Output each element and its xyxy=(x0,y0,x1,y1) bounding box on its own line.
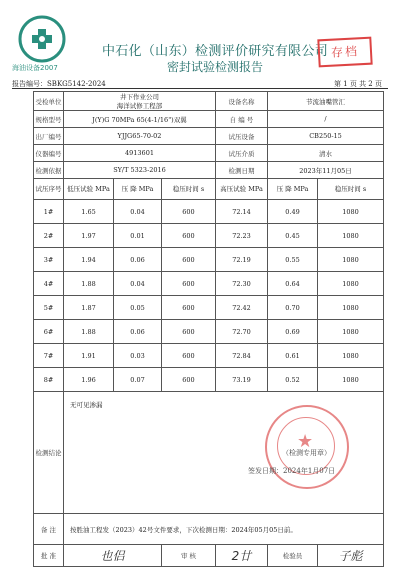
cell-lowtime: 600 xyxy=(162,224,216,248)
cell-lowtime: 600 xyxy=(162,320,216,344)
date-label: 检测日期 xyxy=(216,162,268,179)
cell-high: 72.84 xyxy=(216,344,268,368)
selfno-value: / xyxy=(268,111,384,128)
cell-lowdrop: 0.01 xyxy=(114,224,162,248)
model-value: J(Y)G 70MPa 65(4-1/16")双翼 xyxy=(64,111,216,128)
cell-seq: 3# xyxy=(34,248,64,272)
cell-hightime: 1080 xyxy=(318,272,384,296)
cell-low: 1.65 xyxy=(64,200,114,224)
review-label: 审 核 xyxy=(162,545,216,567)
basis-label: 检测依据 xyxy=(34,162,64,179)
organization-name: 中石化（山东）检测评价研究有限公司 xyxy=(101,44,329,59)
cell-high: 72.70 xyxy=(216,320,268,344)
conclusion-label: 检测结论 xyxy=(34,392,64,514)
model-label: 规格型号 xyxy=(34,111,64,128)
cell-hightime: 1080 xyxy=(318,368,384,392)
report-title: 密封试验检测报告 xyxy=(166,60,263,74)
medium-label: 试压介质 xyxy=(216,145,268,162)
conclusion-text: 无可见渗漏 xyxy=(64,392,384,514)
cell-seq: 8# xyxy=(34,368,64,392)
date-value: 2023年11月05日 xyxy=(268,162,384,179)
cell-highdrop: 0.69 xyxy=(268,320,318,344)
table-row xyxy=(34,272,384,296)
report-table xyxy=(33,91,384,567)
col-highdrop: 压 降 MPa xyxy=(268,179,318,200)
cell-lowdrop: 0.07 xyxy=(114,368,162,392)
cell-highdrop: 0.49 xyxy=(268,200,318,224)
col-low: 低压试验 MPa xyxy=(64,179,114,200)
cell-low: 1.97 xyxy=(64,224,114,248)
cell-hightime: 1080 xyxy=(318,296,384,320)
inspect-signature-text: 子彪 xyxy=(338,549,363,563)
cell-seq: 2# xyxy=(34,224,64,248)
location-label: 试压设备 xyxy=(216,128,268,145)
sender-value xyxy=(64,92,216,111)
cell-high: 72.42 xyxy=(216,296,268,320)
inspect-label: 检验员 xyxy=(268,545,318,567)
cell-high: 72.30 xyxy=(216,272,268,296)
archive-stamp: 存档 xyxy=(317,37,372,68)
col-seq: 试压序号 xyxy=(34,179,64,200)
sender-label: 受检单位 xyxy=(34,92,64,111)
factory-value: YJJG65-70-02 xyxy=(64,128,216,145)
sender-line1: 井下作业公司 xyxy=(120,93,159,101)
col-hightime: 稳压时间 s xyxy=(318,179,384,200)
instrument-label: 仪器编号 xyxy=(34,145,64,162)
logo-caption: 海油设备2007 xyxy=(12,64,58,72)
cell-lowdrop: 0.06 xyxy=(114,248,162,272)
cell-lowtime: 600 xyxy=(162,272,216,296)
report-number-value: SBKG5142-2024 xyxy=(47,80,106,88)
page-info: 第 1 页 共 2 页 xyxy=(333,80,382,88)
official-seal xyxy=(265,405,349,489)
seal-star-icon: ★ xyxy=(297,431,314,452)
cell-lowdrop: 0.05 xyxy=(114,296,162,320)
approve-label: 批 准 xyxy=(34,545,64,567)
cell-seq: 7# xyxy=(34,344,64,368)
cell-highdrop: 0.61 xyxy=(268,344,318,368)
basis-value: SY/T 5323-2016 xyxy=(64,162,216,179)
report-number-label: 报告编号： xyxy=(12,80,47,88)
medium-value: 清水 xyxy=(268,145,384,162)
sign-date: 签发日期：2024年1月07日 xyxy=(248,467,336,475)
cell-high: 72.23 xyxy=(216,224,268,248)
selfno-label: 自 编 号 xyxy=(216,111,268,128)
cell-low: 1.87 xyxy=(64,296,114,320)
approve-signature xyxy=(64,545,162,567)
cell-highdrop: 0.70 xyxy=(268,296,318,320)
cell-low: 1.88 xyxy=(64,272,114,296)
cell-low: 1.96 xyxy=(64,368,114,392)
table-row xyxy=(34,200,384,224)
cell-lowtime: 600 xyxy=(162,344,216,368)
cell-lowdrop: 0.03 xyxy=(114,344,162,368)
factory-label: 出厂编号 xyxy=(34,128,64,145)
col-lowtime: 稳压时间 s xyxy=(162,179,216,200)
review-signature-text: 2廿 xyxy=(231,549,252,563)
device-label: 设备名称 xyxy=(216,92,268,111)
cell-low: 1.88 xyxy=(64,320,114,344)
col-lowdrop: 压 降 MPa xyxy=(114,179,162,200)
cell-lowdrop: 0.04 xyxy=(114,200,162,224)
sender-line2: 海洋试修工程部 xyxy=(116,102,163,110)
remark-text: 按胜油工程发（2023）42号文件要求，下次检测日期：2024年05月05日前。 xyxy=(64,514,384,545)
cell-lowdrop: 0.06 xyxy=(114,320,162,344)
cell-hightime: 1080 xyxy=(318,320,384,344)
cell-lowdrop: 0.04 xyxy=(114,272,162,296)
company-logo-icon xyxy=(18,15,66,63)
cell-lowtime: 600 xyxy=(162,368,216,392)
cell-highdrop: 0.64 xyxy=(268,272,318,296)
table-row xyxy=(34,320,384,344)
cell-high: 72.19 xyxy=(216,248,268,272)
cell-hightime: 1080 xyxy=(318,224,384,248)
table-row xyxy=(34,224,384,248)
instrument-value: 4913601 xyxy=(64,145,216,162)
approve-signature-text: 也侣 xyxy=(100,549,125,563)
cell-high: 72.14 xyxy=(216,200,268,224)
cell-lowtime: 600 xyxy=(162,200,216,224)
cell-highdrop: 0.45 xyxy=(268,224,318,248)
cell-hightime: 1080 xyxy=(318,248,384,272)
cell-lowtime: 600 xyxy=(162,296,216,320)
cell-low: 1.91 xyxy=(64,344,114,368)
location-value: CB250-15 xyxy=(268,128,384,145)
cell-seq: 1# xyxy=(34,200,64,224)
device-value: 节流油嘴管汇 xyxy=(268,92,384,111)
remark-label: 备 注 xyxy=(34,514,64,545)
cell-highdrop: 0.55 xyxy=(268,248,318,272)
cell-highdrop: 0.52 xyxy=(268,368,318,392)
cell-lowtime: 600 xyxy=(162,248,216,272)
cell-high: 73.19 xyxy=(216,368,268,392)
cell-seq: 6# xyxy=(34,320,64,344)
cell-seq: 4# xyxy=(34,272,64,296)
header-divider xyxy=(12,88,388,89)
table-row xyxy=(34,296,384,320)
cell-low: 1.94 xyxy=(64,248,114,272)
table-row xyxy=(34,248,384,272)
table-row xyxy=(34,344,384,368)
review-signature xyxy=(216,545,268,567)
seal-caption: （检测专用章） xyxy=(282,449,331,457)
cell-hightime: 1080 xyxy=(318,200,384,224)
cell-seq: 5# xyxy=(34,296,64,320)
inspect-signature xyxy=(318,545,384,567)
cell-hightime: 1080 xyxy=(318,344,384,368)
table-row xyxy=(34,368,384,392)
col-high: 高压试验 MPa xyxy=(216,179,268,200)
